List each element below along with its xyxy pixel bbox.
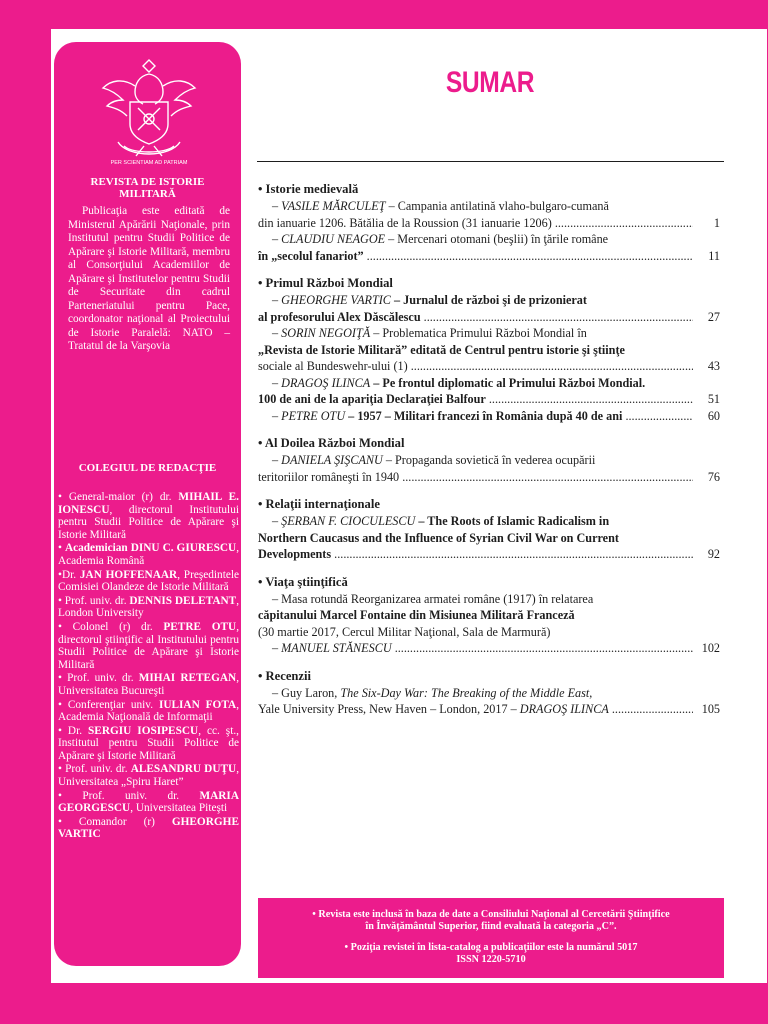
crest-motto: PER SCIENTIAM AD PATRIAM [110, 160, 188, 166]
toc-entry-line[interactable]: – Masa rotundă Reorganizarea armatei române (1917) în relatarea [272, 591, 594, 606]
table-of-contents [258, 181, 720, 729]
toc-entry-line[interactable]: Yale University Press, New Haven – London, 2017 – DRAGOŞ ILINCA 105 ..... [258, 701, 720, 718]
board-member: • Conferenţiar univ. IULIAN FOTA, Academia Naţională de Informaţii [58, 698, 240, 724]
toc-entry-line[interactable]: – DRAGOŞ ILINCA – Pe frontul diplomatic al Primului Război Mondial. [272, 375, 646, 390]
journal-title: REVISTA DE ISTORIE MILITARĂ [90, 176, 205, 200]
toc-entry-line[interactable]: teritoriilor româneşti în 1940 76 ..... [258, 469, 720, 486]
section-title: • Al Doilea Război Mondial [258, 436, 405, 450]
divider [257, 161, 724, 162]
board-member: • Prof. univ. dr. DENNIS DELETANT, London University [58, 594, 240, 620]
sidebar [54, 42, 241, 966]
journal-intro: Publicaţia este editată de Ministerul Apărării Naţionale, prin Institutul pentru Studii Politice de Apărare şi Istorie Militară, membru al Consorţiului Academiilor de Apărare şi Institutelor pentru Studii de Securitate din cadrul Parteneriatului pentru Pace, coordonator naţional al Proiectului de Istorie Paralelă: NATO – Tratatul de la Varşovia [68, 205, 230, 352]
board-member: • Prof. univ. dr. MIHAI RETEGAN, Universitatea Bucureşti [58, 672, 240, 697]
board-member: • Colonel (r) dr. PETRE OTU, directorul ştiinţific al Institutului pentru Studii Politice de Apărare şi Istorie Militară [58, 620, 240, 671]
page-title: SUMAR [445, 66, 535, 99]
toc-section-ww1 [258, 275, 720, 424]
board-member: • Prof. univ. dr. MARIA GEORGESCU, Universitatea Piteşti [58, 789, 239, 815]
page-number: 60 [693, 408, 720, 425]
page-number: 1 [693, 215, 720, 232]
section-title: • Viaţa ştiinţifică [258, 574, 348, 589]
toc-section-science [258, 574, 720, 657]
indexing-notice [258, 898, 724, 978]
section-title: • Recenzii [258, 668, 312, 683]
page-number: 51 [693, 391, 720, 408]
notice-line: • Revista este inclusă în baza de date a Consiliului Naţional al Cercetării Ştiinţifice [312, 909, 670, 920]
page-number: 105 [693, 701, 720, 718]
page-number: 102 [693, 640, 720, 657]
toc-entry-line[interactable]: 100 de ani de la apariţia Declaraţiei Balfour 51 ..... [258, 391, 720, 408]
notice-line: în Învăţământul Superior, fiind evaluată la categoria „C”. [365, 921, 617, 932]
board-member: • Dr. SERGIU IOSIPESCU, cc. şt., Institutul pentru Studii Politice de Apărare şi Istorie Militară [58, 724, 239, 762]
page-number: 76 [693, 469, 720, 486]
toc-entry-line[interactable]: – MANUEL STĂNESCU 102 ..... [258, 640, 720, 657]
section-title: • Relaţii internaţionale [258, 497, 380, 511]
toc-entry-line[interactable]: – ŞERBAN F. CIOCULESCU – The Roots of Islamic Radicalism in [272, 514, 610, 528]
coat-of-arms-icon [94, 50, 204, 170]
toc-entry-line[interactable]: – DANIELA ŞIŞCANU – Propaganda sovietică în vederea ocupării [272, 453, 596, 467]
toc-section-medieval [258, 181, 720, 264]
board-member: • Comandor (r) GHEORGHE VARTIC [58, 815, 239, 841]
toc-entry-line[interactable]: al profesorului Alex Dăscălescu 27 ..... [258, 309, 720, 326]
board-member: •Dr. JAN HOFFENAAR, Preşedintele Comisiei Olandeze de Istorie Militară [58, 568, 240, 594]
toc-section-reviews [258, 668, 720, 718]
toc-section-ww2 [258, 435, 720, 485]
toc-entry-line[interactable]: sociale al Bundeswehr-ului (1) 43 ..... [258, 358, 720, 375]
board-member: • General-maior (r) dr. MIHAIL E. IONESCU, directorul Institutului pentru Studii Politice de Apărare şi Istorie Militară [58, 491, 239, 541]
toc-entry-line[interactable]: – GHEORGHE VARTIC – Jurnalul de război şi de prizonierat [272, 293, 587, 307]
toc-entry-line[interactable]: (30 martie 2017, Cercul Militar Naţional, Sala de Marmură) [258, 624, 551, 639]
board-member: • Academician DINU C. GIURESCU, Academia Română [58, 542, 240, 567]
page-number: 43 [693, 358, 720, 375]
toc-section-international [258, 496, 720, 563]
toc-entry-line[interactable]: din ianuarie 1206. Bătălia de la Roussion (31 ianuarie 1206) 1 ..... [258, 215, 720, 232]
toc-entry-line[interactable]: căpitanului Marcel Fontaine din Misiunea Militară Franceză [258, 608, 575, 622]
toc-entry-line[interactable]: – CLAUDIU NEAGOE – Mercenari otomani (beşlii) în ţările române [272, 232, 609, 246]
section-title: • Primul Război Mondial [258, 276, 393, 290]
toc-entry-line[interactable]: – Guy Laron, The Six-Day War: The Breaking of the Middle East, [272, 685, 593, 700]
toc-entry-line[interactable]: Northern Caucasus and the Influence of Syrian Civil War on Current [258, 530, 619, 545]
toc-entry-line[interactable]: „Revista de Istorie Militară” editată de Centrul pentru istorie şi ştiinţe [258, 342, 625, 357]
toc-entry-line[interactable]: Developments 92 ..... [258, 546, 720, 563]
page-number: 11 [693, 248, 720, 265]
section-title: • Istorie medievală [258, 182, 359, 196]
toc-entry-line[interactable]: – VASILE MĂRCULEŢ – Campania antilatină vlaho-bulgaro-cumană [272, 199, 609, 213]
toc-entry-line[interactable]: – SORIN NEGOIŢĂ – Problematica Primului Război Mondial în [272, 326, 587, 340]
notice-line: • Poziţia revistei în lista-catalog a publicaţiilor este la numărul 5017 [344, 942, 638, 953]
page-number: 92 [693, 546, 720, 563]
toc-entry-line[interactable]: în „secolul fanariot” 11 ..... [258, 248, 720, 265]
editorial-board-heading: COLEGIUL DE REDACŢIE [78, 462, 217, 474]
toc-entry-line[interactable]: – PETRE OTU – 1957 – Militari francezi în România după 40 de ani 60 ..... [258, 408, 720, 425]
page-number: 27 [693, 309, 720, 326]
editorial-board-list [58, 491, 239, 842]
board-member: • Prof. univ. dr. ALESANDRU DUŢU, Universitatea „Spiru Haret” [58, 763, 240, 789]
issn: ISSN 1220-5710 [456, 954, 526, 965]
